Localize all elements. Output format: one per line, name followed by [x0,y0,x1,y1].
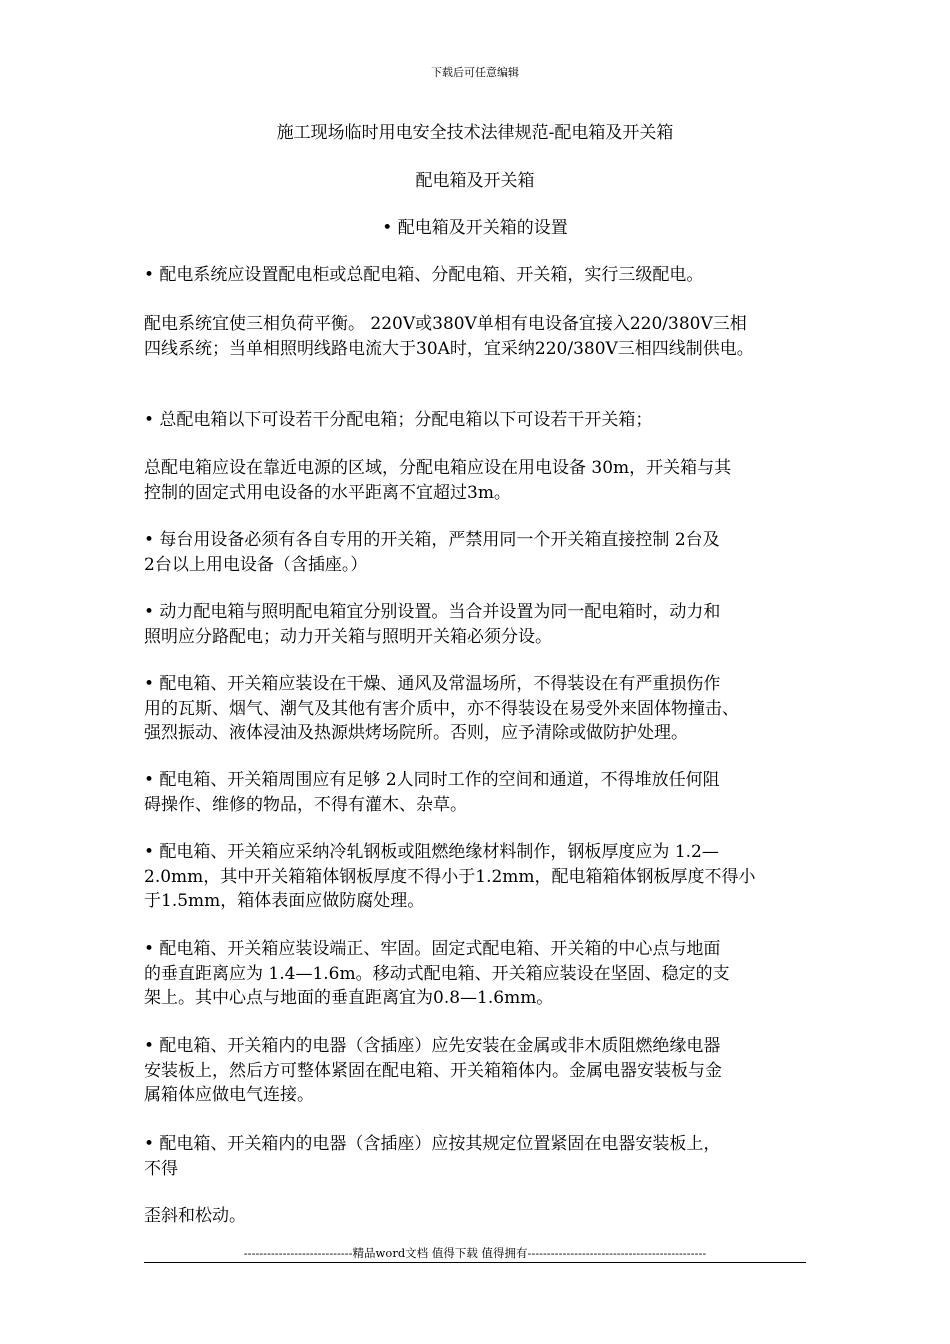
paragraph-11: • 配电箱、开关箱内的电器（含插座）应先安装在金属或非木质阻燃绝缘电器 安装板上，然后方可整体紧固在配电箱、开关箱箱体内。金属电器安装板与金 属箱体应做电气连接。 [144,1036,722,1105]
paragraph-3: • 总配电箱以下可设若干分配电箱；分配电箱以下可设若干开关箱； [144,410,653,430]
footer-rule [144,1262,806,1263]
paragraph-13: 歪斜和松动。 [144,1206,246,1226]
header-note: 下载后可任意编辑 [431,66,519,79]
paragraph-10: • 配电箱、开关箱应装设端正、牢固。固定式配电箱、开关箱的中心点与地面 的垂直距离应为 1.4—1.6m。移动式配电箱、开关箱应装设在坚固、稳定的支 架上。其中心点与地面的垂直距离宜为0.8—1.6mm。 [144,939,730,1008]
paragraph-1: • 配电系统应设置配电柜或总配电箱、分配电箱、开关箱，实行三级配电。 [144,265,704,285]
paragraph-9: • 配电箱、开关箱应采纳冷轧钢板或阻燃绝缘材料制作，钢板厚度应为 1.2— 2.0mm，其中开关箱箱体钢板厚度不得小于1.2mm，配电箱箱体钢板厚度不得小 于1.5mm，箱体表面应做防腐处理。 [144,842,756,911]
paragraph-4: 总配电箱应设在靠近电源的区域，分配电箱应设在用电设备 30m，开关箱与其 控制的固定式用电设备的水平距离不宜超过3m。 [144,458,732,503]
paragraph-12: • 配电箱、开关箱内的电器（含插座）应按其规定位置紧固在电器安装板上， 不得 [144,1134,721,1179]
section-heading: • 配电箱及开关箱的设置 [382,218,568,238]
paragraph-8: • 配电箱、开关箱周围应有足够 2人同时工作的空间和通道，不得堆放任何阻 碍操作、维修的物品，不得有灌木、杂草。 [144,770,720,815]
paragraph-5: • 每台用设备必须有各自专用的开关箱，严禁用同一个开关箱直接控制 2台及 2台以上用电设备（含插座。） [144,530,720,575]
paragraph-7: • 配电箱、开关箱应装设在干燥、通风及常温场所，不得装设在有严重损伤作 用的瓦斯、烟气、潮气及其他有害介质中，亦不得装设在易受外来固体物撞击、 强烈振动、液体浸油及热源烘烤场院所。否则，应予清除或做防护处理。 [144,674,739,743]
paragraph-6: • 动力配电箱与照明配电箱宜分别设置。当合并设置为同一配电箱时，动力和 照明应分路配电；动力开关箱与照明开关箱必须分设。 [144,602,721,647]
document-subtitle: 配电箱及开关箱 [415,171,535,191]
document-title: 施工现场临时用电安全技术法律规范-配电箱及开关箱 [276,123,674,143]
paragraph-2: 配电系统宜使三相负荷平衡。 220V或380V单相有电设备宜接入220/380V三相 四线系统；当单相照明线路电流大于30A时，宜采纳220/380V三相四线制供电。 [144,314,754,359]
footer-note: ----------------------------精品word文档 值得下载 值得拥有---------------------------------------------- [243,1246,707,1260]
